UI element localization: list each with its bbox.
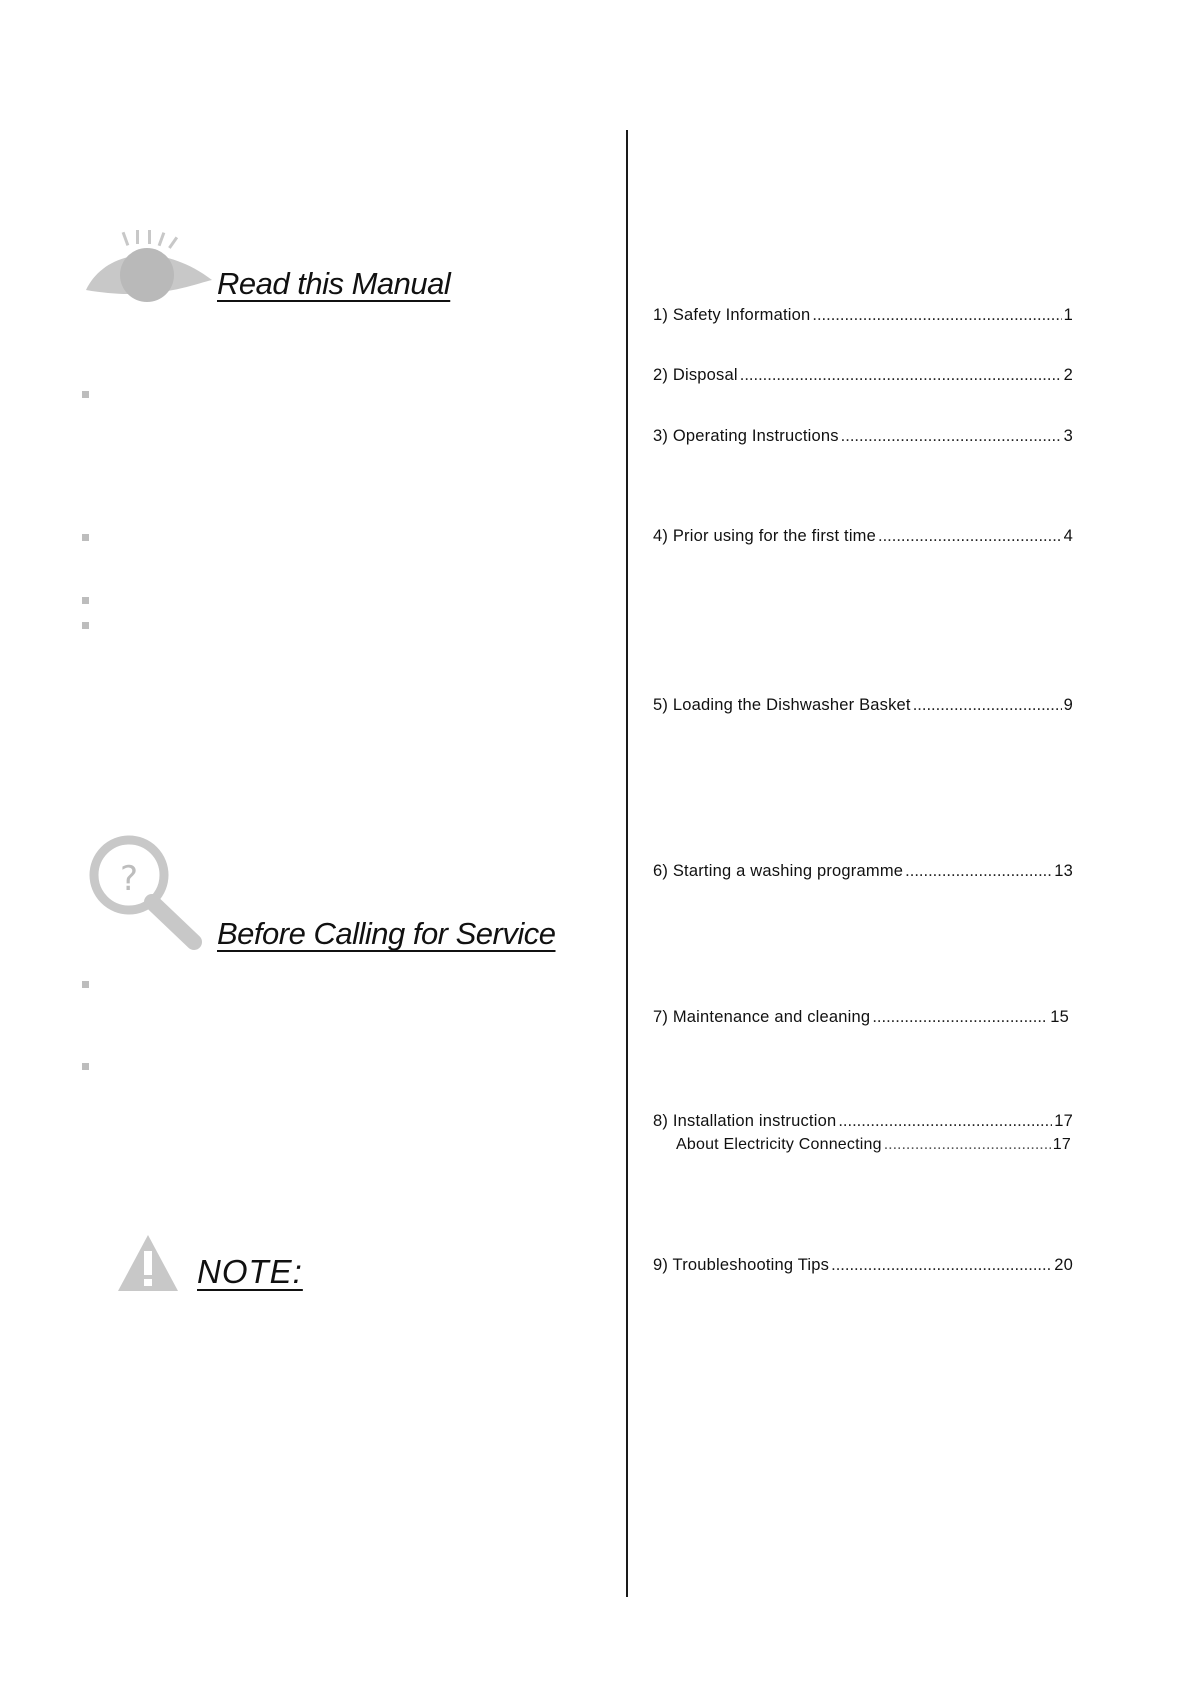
toc-page: 1 xyxy=(1063,306,1073,324)
toc-label: 2) Disposal xyxy=(653,366,738,384)
toc-entry[interactable] xyxy=(653,367,1073,384)
bullet xyxy=(82,391,89,398)
magnifier-question-icon xyxy=(86,832,206,957)
toc-label: 6) Starting a washing programme xyxy=(653,862,904,880)
toc-entry[interactable] xyxy=(653,1009,1069,1026)
bullet xyxy=(82,622,89,629)
toc-label: 9) Troubleshooting Tips xyxy=(653,1256,830,1274)
toc-entry[interactable] xyxy=(653,863,1073,880)
toc-label: 8) Installation instruction xyxy=(653,1112,837,1130)
toc-page: 2 xyxy=(1063,366,1073,384)
toc-page: 15 xyxy=(1050,1008,1069,1026)
toc-label: 7) Maintenance and cleaning xyxy=(653,1008,871,1026)
column-divider xyxy=(626,130,628,1597)
toc-label: About Electricity Connecting xyxy=(676,1136,882,1153)
toc-entry[interactable] xyxy=(653,1257,1073,1274)
toc-subentry[interactable] xyxy=(676,1137,1071,1153)
toc-page: 3 xyxy=(1063,427,1073,445)
toc-page: 20 xyxy=(1054,1256,1073,1274)
toc-page: 9 xyxy=(1063,696,1073,714)
before-service-heading: Before Calling for Service xyxy=(217,916,556,951)
svg-text:?: ? xyxy=(120,859,139,899)
toc-label: 1) Safety Information xyxy=(653,306,811,324)
eye-icon xyxy=(84,230,214,315)
toc-page: 4 xyxy=(1063,527,1073,545)
bullet xyxy=(82,1063,89,1070)
toc-entry[interactable] xyxy=(653,307,1073,324)
bullet xyxy=(82,534,89,541)
toc-label: 5) Loading the Dishwasher Basket xyxy=(653,696,911,714)
toc-entry[interactable] xyxy=(653,697,1073,714)
note-heading: NOTE: xyxy=(197,1253,303,1290)
toc-entry[interactable] xyxy=(653,428,1073,445)
toc-page: 17 xyxy=(1052,1136,1071,1153)
read-manual-heading: Read this Manual xyxy=(217,266,451,301)
warning-triangle-icon xyxy=(117,1233,179,1298)
bullet xyxy=(82,981,89,988)
toc-entry[interactable] xyxy=(653,1113,1073,1130)
toc-label: 3) Operating Instructions xyxy=(653,427,839,445)
toc-page: 17 xyxy=(1054,1112,1073,1130)
toc-label: 4) Prior using for the first time xyxy=(653,527,877,545)
toc-entry[interactable] xyxy=(653,528,1073,545)
bullet xyxy=(82,597,89,604)
toc-page: 13 xyxy=(1054,862,1073,880)
